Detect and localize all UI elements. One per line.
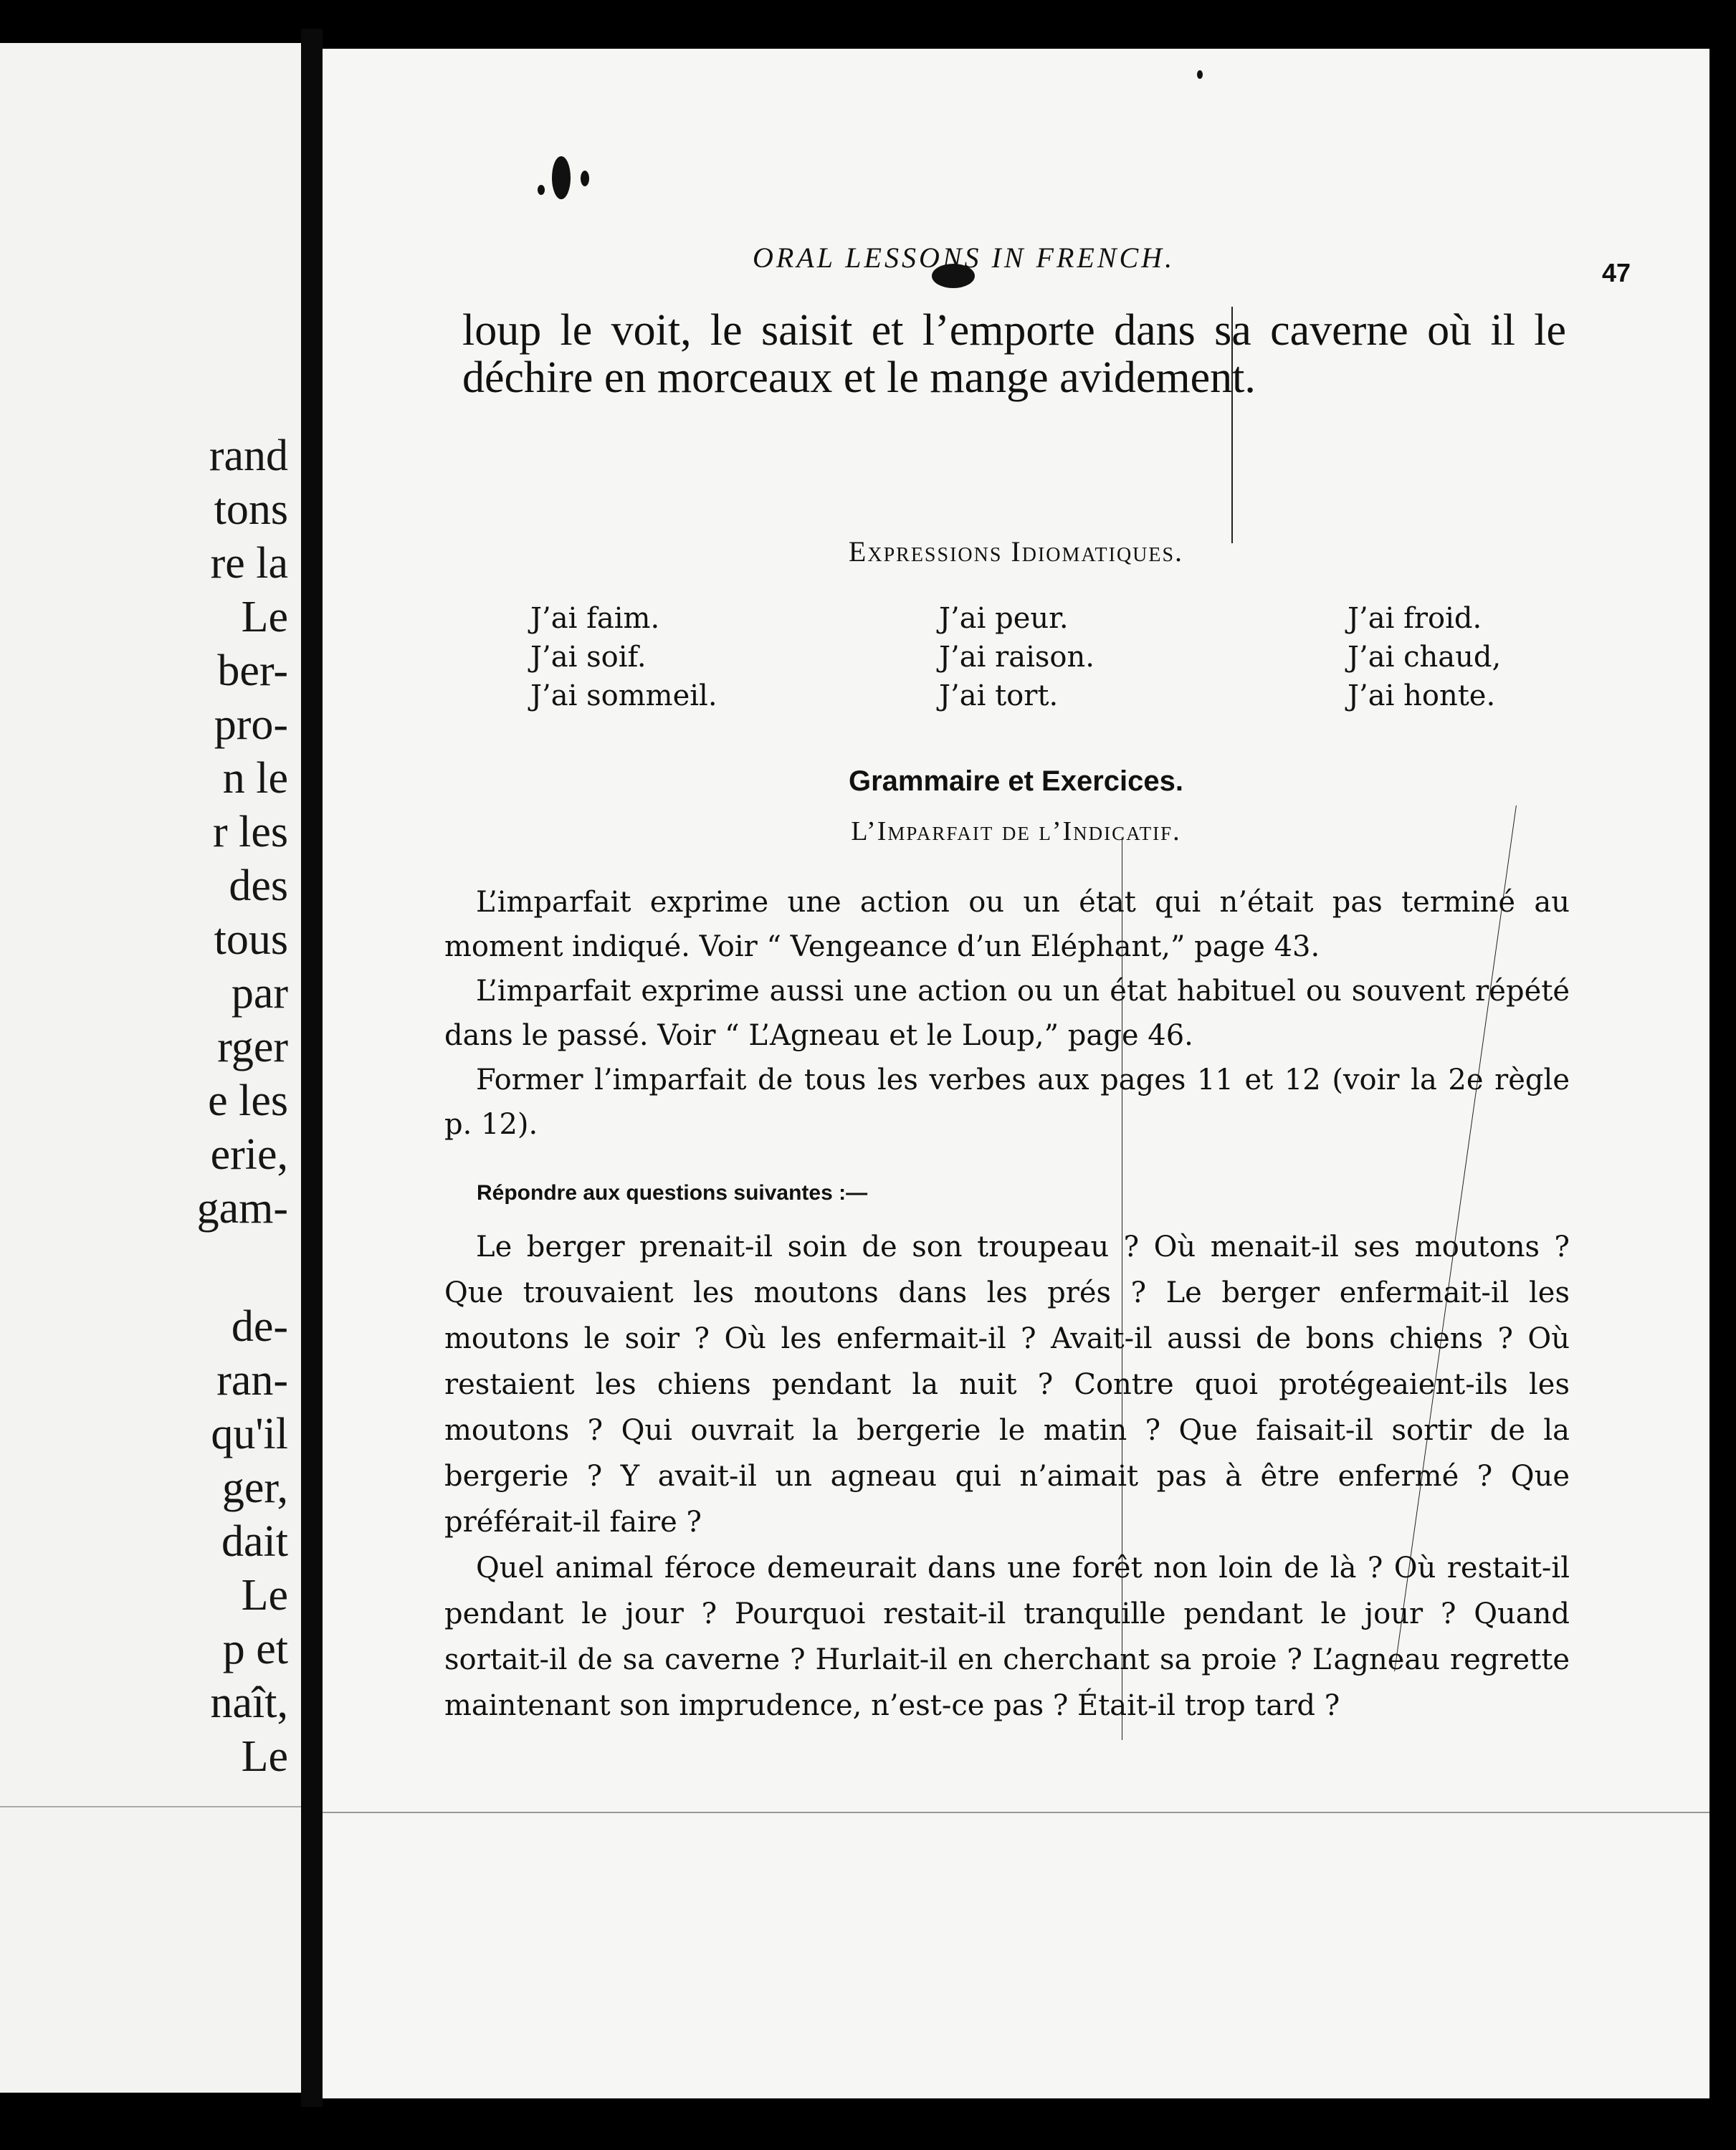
- fragment-line: ger,: [221, 1463, 288, 1512]
- idiom-item: J’ai peur.: [939, 602, 1069, 635]
- ink-blot: [538, 185, 545, 195]
- questions-text: [444, 1224, 1570, 1729]
- fragment-line: dait: [221, 1517, 288, 1566]
- running-head: ORAL LESSONS IN FRENCH.: [753, 242, 1175, 274]
- grammar-text: [444, 880, 1570, 1147]
- idiom-item: J’ai honte.: [1348, 679, 1496, 712]
- fragment-line: naît,: [210, 1678, 288, 1727]
- idiom-item: J’ai chaud,: [1348, 641, 1502, 674]
- fragment-line: r les: [212, 808, 288, 856]
- fragment-line: erie,: [210, 1130, 288, 1179]
- fragment-line: rger: [217, 1023, 288, 1071]
- section-title-grammar: Grammaire et Exercices.: [849, 765, 1183, 797]
- idiom-item: J’ai soif.: [530, 641, 647, 674]
- page-edge-line: [0, 1806, 301, 1807]
- ink-blot: [552, 156, 571, 199]
- idiom-column: [1348, 599, 1534, 715]
- fragment-line: de-: [231, 1302, 288, 1351]
- idiom-column: [530, 599, 817, 715]
- fragment-line: rand: [209, 431, 288, 480]
- fragment-line: ran-: [216, 1356, 288, 1405]
- fragment-line: des: [229, 861, 288, 910]
- fragment-line: pro-: [214, 700, 288, 749]
- book-page: [323, 49, 1709, 2098]
- idiom-table: [530, 599, 1534, 715]
- fragment-line: gam-: [196, 1184, 288, 1233]
- fragment-line: e les: [208, 1076, 288, 1125]
- story-continuation: loup le voit, le saisit et l’emporte dans sa caverne où il le déchire en morceaux et le mange avidement.: [462, 306, 1566, 402]
- grammar-paragraph: L’imparfait exprime une action ou un état qui n’était pas terminé au moment indiqué. Voir “ Vengeance d’un Eléphant,” page 43.: [444, 886, 1570, 963]
- fragment-line: Le: [241, 1732, 288, 1781]
- questions-paragraph: Quel animal féroce demeurait dans une forêt non loin de là ? Où restait-il pendant le jour ? Pourquoi restait-il tranquille pendant le jour ? Quand sortait-il de sa caverne ? Hurlait-il en cherchant sa proie ? L’agneau regrette maintenant son imprudence, n’est-ce pas ? Était-il trop tard ?: [444, 1552, 1570, 1722]
- grammar-paragraph: L’imparfait exprime aussi une action ou un état habituel ou souvent répété dans le passé. Voir “ L’Agneau et le Loup,” page 46.: [444, 975, 1570, 1052]
- fragment-line: par: [231, 969, 288, 1018]
- book-gutter: [301, 29, 323, 2107]
- fragment-line: ber-: [217, 646, 288, 695]
- previous-page-fragment: [0, 43, 301, 2093]
- scan-border: [1709, 43, 1736, 2121]
- idiom-column: [939, 599, 1226, 715]
- questions-paragraph: Le berger prenait-il soin de son troupeau ? Où menait-il ses moutons ? Que trouvaient les moutons dans les prés ? Le berger enfermait-il les moutons le soir ? Où les enfermait-il ? Avait-il aussi de bons chiens ? Où restaient les chiens pendant la nuit ? Contre quoi protégeaient-ils les moutons ? Qui ouvrait la bergerie le matin ? Que faisait-il sortir de la bergerie ? Y avait-il un agneau qui n’aimait pas à être enfermé ? Que préférait-il faire ?: [444, 1231, 1570, 1539]
- ink-blot: [581, 171, 589, 186]
- grammar-paragraph: Former l’imparfait de tous les verbes aux pages 11 et 12 (voir la 2e règle p. 12).: [444, 1064, 1570, 1141]
- fragment-line: qu'il: [211, 1410, 288, 1458]
- idiom-item: J’ai froid.: [1348, 602, 1482, 635]
- idiom-item: J’ai raison.: [939, 641, 1094, 674]
- fragment-line: Le: [241, 1571, 288, 1620]
- fragment-line: tous: [214, 915, 288, 964]
- section-title-expressions: Expressions Idiomatiques.: [848, 535, 1184, 568]
- fragment-line: Le: [241, 593, 288, 641]
- ink-speck: [1197, 70, 1203, 79]
- idiom-item: J’ai sommeil.: [530, 679, 717, 712]
- fragment-line: n le: [222, 754, 288, 803]
- section-subtitle-imparfait: L’Imparfait de l’Indicatif.: [851, 816, 1181, 846]
- fragment-line: re la: [210, 539, 288, 588]
- idiom-item: J’ai tort.: [939, 679, 1059, 712]
- fragment-line: tons: [214, 485, 288, 534]
- idiom-item: J’ai faim.: [530, 602, 660, 635]
- page-edge-line: [323, 1812, 1709, 1813]
- fragment-line: p et: [222, 1625, 288, 1673]
- questions-heading: Répondre aux questions suivantes :—: [477, 1181, 868, 1205]
- page-number: 47: [1601, 258, 1631, 287]
